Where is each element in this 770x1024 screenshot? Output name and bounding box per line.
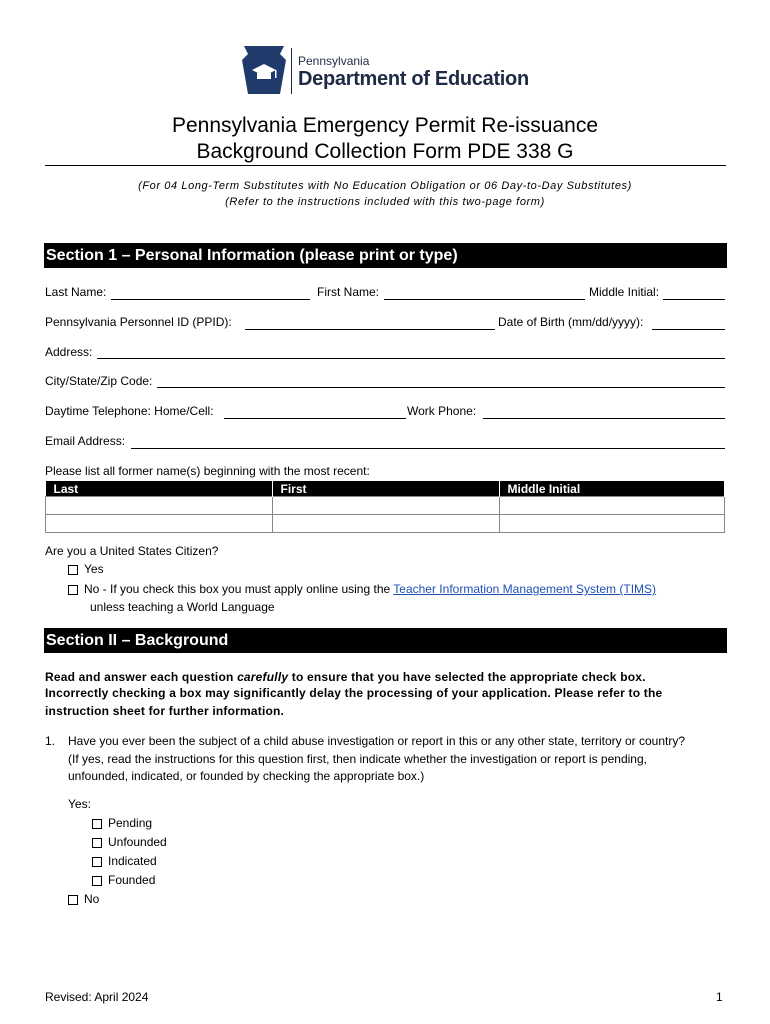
last-name-label: Last Name: <box>45 285 107 299</box>
question1-line1: Have you ever been the subject of a child abuse investigation or report in this or any other state, territory or country? <box>68 734 685 748</box>
checkbox-icon[interactable] <box>92 838 102 848</box>
option-label: Indicated <box>108 854 157 868</box>
email-field[interactable] <box>131 448 725 449</box>
checkbox-icon[interactable] <box>92 857 102 867</box>
citizen-question: Are you a United States Citizen? <box>45 544 219 558</box>
former-first-cell[interactable] <box>272 497 499 515</box>
checkbox-icon[interactable] <box>68 565 78 575</box>
instructions-line1 <box>45 670 646 684</box>
instructions-line3: instruction sheet for further information. <box>45 704 285 718</box>
dob-field[interactable] <box>652 329 725 330</box>
citizen-no-option[interactable] <box>68 582 656 596</box>
col-header-first: First <box>272 481 499 497</box>
title-rule <box>45 165 726 166</box>
question1-line3: unfounded, indicated, or founded by checking the appropriate box.) <box>68 769 425 783</box>
city-state-zip-field[interactable] <box>157 387 725 388</box>
former-last-cell[interactable] <box>46 497 273 515</box>
question1-number: 1. <box>45 734 56 748</box>
tims-link[interactable]: Teacher Information Management System (TIMS) <box>393 582 657 596</box>
work-phone-label: Work Phone: <box>407 404 477 418</box>
form-title-line1: Pennsylvania Emergency Permit Re-issuance <box>171 114 599 137</box>
table-header-row <box>46 481 725 497</box>
city-state-zip-label: City/State/Zip Code: <box>45 374 153 388</box>
instructions-text: Read and answer each question <box>45 670 238 684</box>
option-no[interactable] <box>68 892 99 906</box>
form-subtitle-line1: (For 04 Long-Term Substitutes with No Education Obligation or 06 Day-to-Day Substitutes) <box>138 180 632 192</box>
section2-heading: Section II – Background <box>44 628 727 653</box>
checkbox-icon[interactable] <box>68 585 78 595</box>
checkbox-icon[interactable] <box>68 895 78 905</box>
keystone-shield-icon <box>240 46 288 96</box>
daytime-phone-field[interactable] <box>224 418 406 419</box>
address-field[interactable] <box>97 358 725 359</box>
option-label: Unfounded <box>108 835 167 849</box>
pde-logo <box>240 44 540 96</box>
dob-label: Date of Birth (mm/dd/yyyy): <box>498 315 644 329</box>
option-founded[interactable] <box>92 873 155 887</box>
former-last-cell[interactable] <box>46 515 273 533</box>
former-middle-cell[interactable] <box>499 515 725 533</box>
citizen-no-label: No - If you check this box you must apply online using the <box>84 582 394 596</box>
work-phone-field[interactable] <box>483 418 725 419</box>
question1-line2: (If yes, read the instructions for this question first, then indicate whether the investigation or report is pending, <box>68 752 647 766</box>
ppid-label: Pennsylvania Personnel ID (PPID): <box>45 315 232 329</box>
last-name-field[interactable] <box>111 299 310 300</box>
logo-state-text: Pennsylvania <box>298 54 370 68</box>
daytime-phone-label: Daytime Telephone: Home/Cell: <box>45 404 214 418</box>
former-middle-cell[interactable] <box>499 497 725 515</box>
question1-yes-label: Yes: <box>68 797 91 811</box>
option-label: No <box>84 892 100 906</box>
instructions-text: to ensure that you have selected the appropriate check box. <box>288 670 646 684</box>
former-names-table <box>45 481 725 533</box>
checkbox-icon[interactable] <box>92 876 102 886</box>
middle-initial-label: Middle Initial: <box>589 285 660 299</box>
address-label: Address: <box>45 345 93 359</box>
citizen-no-note: unless teaching a World Language <box>90 600 275 614</box>
first-name-label: First Name: <box>317 285 380 299</box>
email-label: Email Address: <box>45 434 126 448</box>
option-unfounded[interactable] <box>92 835 167 849</box>
instructions-line2: Incorrectly checking a box may significantly delay the processing of your application. Please refer to the <box>45 686 663 700</box>
form-subtitle-line2: (Refer to the instructions included with this two-page form) <box>225 196 545 208</box>
logo-department-text: Department of Education <box>298 68 529 90</box>
citizen-yes-label: Yes <box>84 562 104 576</box>
page-number: 1 <box>716 990 723 1004</box>
table-row <box>46 497 725 515</box>
col-header-last: Last <box>46 481 273 497</box>
former-names-prompt: Please list all former name(s) beginning with the most recent: <box>45 464 370 478</box>
ppid-field[interactable] <box>245 329 495 330</box>
instructions-emphasis: carefully <box>237 670 289 684</box>
option-pending[interactable] <box>92 816 152 830</box>
checkbox-icon[interactable] <box>92 819 102 829</box>
former-first-cell[interactable] <box>272 515 499 533</box>
table-row <box>46 515 725 533</box>
first-name-field[interactable] <box>384 299 585 300</box>
section1-heading: Section 1 – Personal Information (please print or type) <box>44 243 727 268</box>
middle-initial-field[interactable] <box>663 299 725 300</box>
option-indicated[interactable] <box>92 854 157 868</box>
revised-date: Revised: April 2024 <box>45 990 149 1004</box>
option-label: Pending <box>108 816 153 830</box>
form-title-line2: Background Collection Form PDE 338 G <box>196 140 574 163</box>
logo-divider <box>291 48 292 94</box>
option-label: Founded <box>108 873 156 887</box>
col-header-middle-initial: Middle Initial <box>499 481 725 497</box>
citizen-yes-option[interactable] <box>68 562 104 576</box>
